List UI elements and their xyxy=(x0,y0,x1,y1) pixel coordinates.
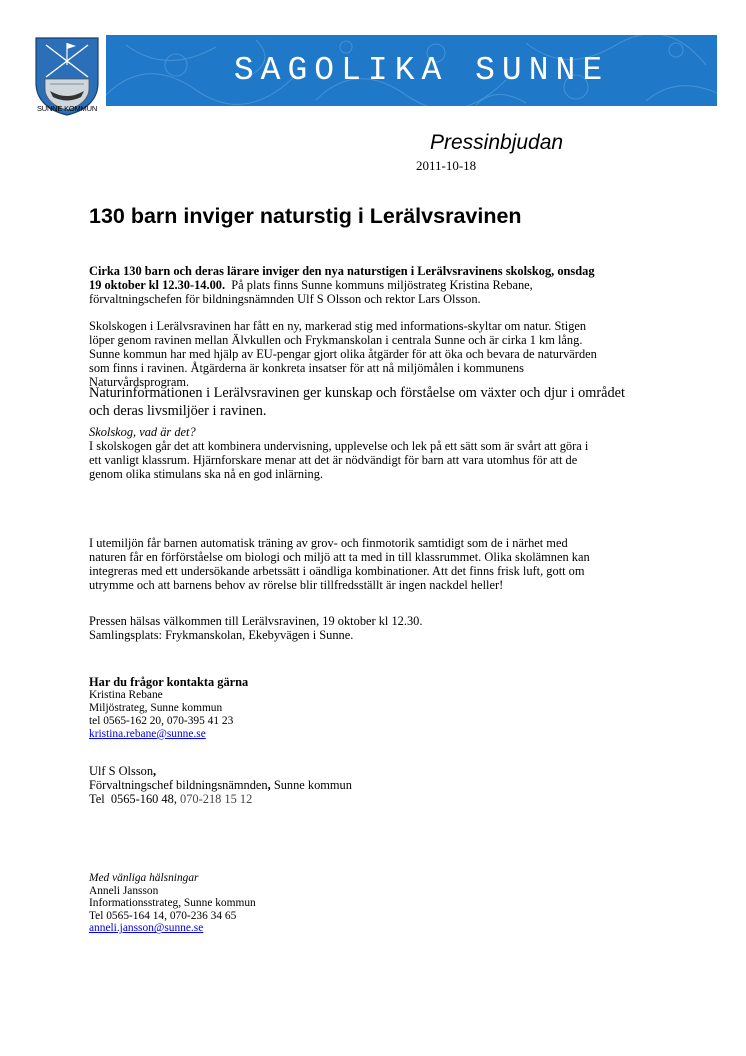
banner-title: SAGOLIKA SUNNE xyxy=(233,52,610,89)
contact-name-line xyxy=(89,764,669,778)
contact-email-link[interactable]: kristina.rebane@sunne.se xyxy=(89,728,206,740)
text-line: Naturinformationen i Lerälvsravinen ger kunskap och förståelse om växter och djur i området xyxy=(89,385,625,401)
text-line: naturen får en förförståelse om biologi och miljö att ta med in till klassrummet. Olika skolämnen kan xyxy=(89,550,590,564)
signoff-phone: Tel 0565-164 14, 070-236 34 65 xyxy=(89,909,237,922)
paragraph-skolskog-definition xyxy=(89,425,669,481)
subheading: Skolskog, vad är det? xyxy=(89,425,196,439)
signoff-name: Anneli Jansson xyxy=(89,884,159,897)
header-banner xyxy=(106,35,717,106)
text-line: löper genom ravinen mellan Älvkullen och Frykmanskolan i centrala Sunne och är cirka 1 km lång. xyxy=(89,333,583,347)
text-line: Samlingsplats: Frykmanskolan, Ekebyvägen i Sunne. xyxy=(89,628,354,642)
contact-name: Kristina Rebane xyxy=(89,689,163,701)
contact-title-comma: , xyxy=(267,778,271,792)
text-line: I utemiljön får barnen automatisk träning av grov- och finmotorik samtidigt som de i närhet med xyxy=(89,536,568,550)
paragraph-naturinformation xyxy=(89,384,669,420)
contact-heading: Har du frågor kontakta gärna xyxy=(89,675,249,689)
headline: 130 barn inviger naturstig i Lerälvsravinen xyxy=(89,204,522,228)
signoff-greeting: Med vänliga hälsningar xyxy=(89,872,199,884)
lead-line-1: Cirka 130 barn och deras lärare inviger den nya naturstigen i Lerälvsravinens skolskog, onsdag xyxy=(89,264,595,278)
text-line: och deras livsmiljöer i ravinen. xyxy=(89,403,267,419)
paragraph-skolskogen xyxy=(89,319,669,389)
signoff-email-link[interactable]: anneli.jansson@sunne.se xyxy=(89,922,204,935)
document-type-label: Pressinbjudan xyxy=(430,131,564,154)
document-date: 2011-10-18 xyxy=(416,158,477,173)
contact-phone: tel 0565-162 20, 070-395 41 23 xyxy=(89,715,234,727)
contact-block-2 xyxy=(89,764,669,806)
signoff-block xyxy=(89,872,669,935)
contact-phone-comma: , xyxy=(173,792,177,806)
lead-line-2: 19 oktober kl 12.30-14.00. På plats finns Sunne kommuns miljöstrateg Kristina Rebane, xyxy=(89,278,533,292)
text-line: som finns i ravinen. Åtgärderna är konkreta insatser för att nå miljömålen i kommunens xyxy=(89,361,524,375)
text-line: Pressen hälsas välkommen till Lerälvsravinen, 19 oktober kl 12.30. xyxy=(89,614,423,628)
signoff-title: Informationsstrateg, Sunne kommun xyxy=(89,897,256,910)
lead-paragraph xyxy=(89,264,669,306)
contact-phone: Tel 0565-160 48 xyxy=(89,792,174,806)
text-line: genom olika stimulans ska nå en god inlärning. xyxy=(89,467,324,481)
logo-caption: SUNNE KOMMUN xyxy=(36,104,98,113)
text-line: integreras med ett undersökande arbetssätt i oändliga kombinationer. Att det finns frisk luft, gott om xyxy=(89,564,585,578)
contact-title-end: Sunne kommun xyxy=(270,778,352,792)
text-line: Sunne kommun har med hjälp av EU-pengar gjort olika åtgärder för att öka och bevara de naturvärden xyxy=(89,347,597,361)
contact-name-comma: , xyxy=(153,764,157,778)
paragraph-press-invitation xyxy=(89,614,669,642)
contact-phone-line xyxy=(89,792,669,806)
text-line: Naturvårdsprogram. xyxy=(89,375,190,389)
lead-line-3: förvaltningschefen för bildningsnämnden Ulf S Olsson och rektor Lars Olsson. xyxy=(89,292,481,306)
paragraph-utemiljo xyxy=(89,536,669,592)
contact-block xyxy=(89,676,669,741)
contact-name: Ulf S Olsson xyxy=(89,764,154,778)
text-line: Skolskogen i Lerälvsravinen har fått en ny, markerad stig med informations-skyltar om natur. Stigen xyxy=(89,319,587,333)
contact-title-line xyxy=(89,778,669,792)
contact-title: Förvaltningschef bildningsnämnden xyxy=(89,778,268,792)
text-line: ett vanligt klassrum. Hjärnforskare menar att det är nödvändigt för barn att vara utomhus för att de xyxy=(89,453,578,467)
contact-mobile: 070-218 15 12 xyxy=(176,792,253,806)
contact-title: Miljöstrateg, Sunne kommun xyxy=(89,702,223,714)
text-line: utrymme och att barnens behov av rörelse blir tillfredsställt är ingen nackdel heller! xyxy=(89,578,504,592)
text-line: I skolskogen går det att kombinera undervisning, upplevelse och lek på ett sätt som är svårt att göra i xyxy=(89,439,589,453)
